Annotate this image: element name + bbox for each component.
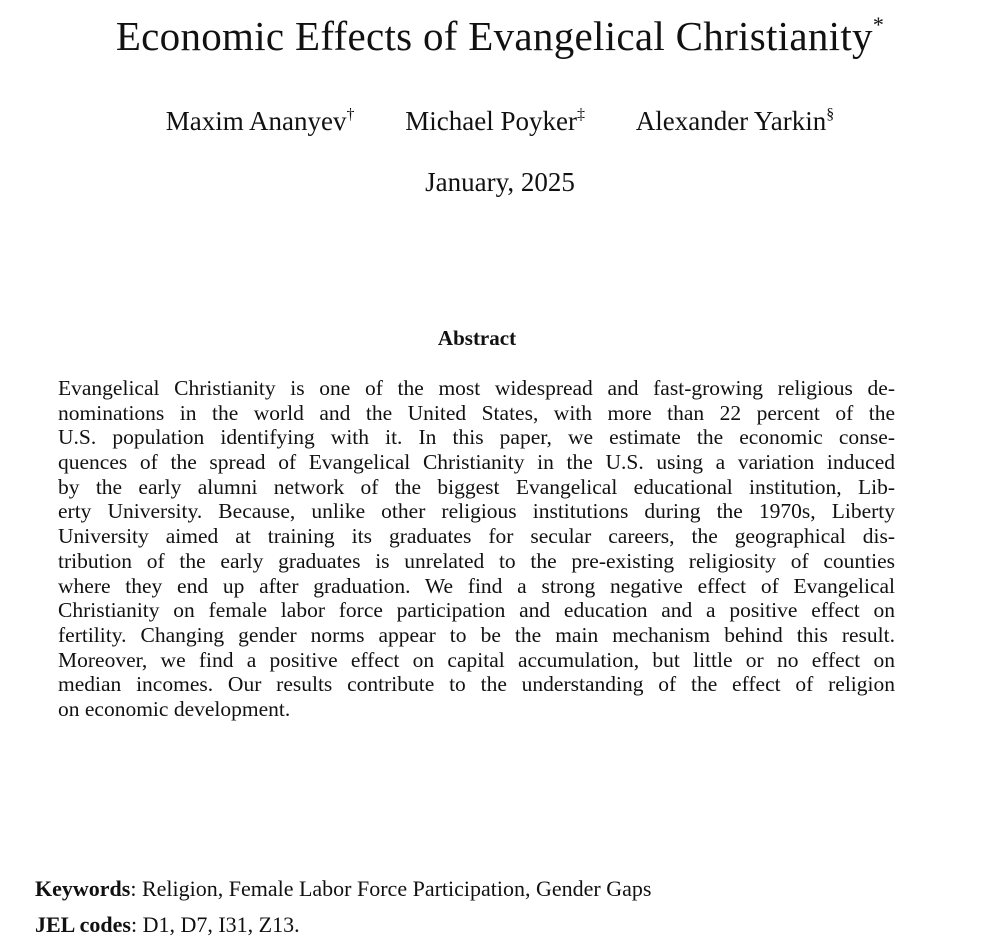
abstract-line: fertility. Changing gender norms appear to be the main mechanism behind this result. (58, 622, 895, 647)
author-footnote-mark: ‡ (576, 106, 585, 123)
abstract-heading: Abstract (437, 326, 517, 350)
keywords-value: : Religion, Female Labor Force Participation, Gender Gaps (130, 876, 652, 901)
author (405, 106, 585, 137)
jel-codes (35, 912, 300, 938)
author (636, 106, 834, 137)
keywords-label: Keywords (35, 876, 131, 901)
author-footnote-mark: † (346, 106, 355, 123)
abstract-line: U.S. population identifying with it. In this paper, we estimate the economic conse- (58, 425, 895, 450)
abstract-line: Evangelical Christianity is one of the most widespread and fast-growing religious de- (58, 376, 895, 400)
abstract-line: median incomes. Our results contribute to the understanding of the effect of religion (58, 672, 895, 697)
author-name: Alexander Yarkin (635, 106, 827, 136)
author-name: Maxim Ananyev (165, 106, 347, 136)
abstract-line: tribution of the early graduates is unrelated to the pre-existing religiosity of counties (58, 548, 895, 573)
abstract-line: where they end up after graduation. We find a strong negative effect of Evangelical (58, 573, 895, 598)
publication-date: January, 2025 (425, 167, 575, 197)
author-list (0, 106, 1000, 137)
abstract-body (58, 376, 895, 722)
abstract-line: erty University. Because, unlike other religious institutions during the 1970s, Liberty (58, 499, 895, 524)
title-footnote-mark: * (872, 12, 885, 37)
author-footnote-mark: § (826, 106, 835, 123)
abstract-line: University aimed at training its graduates for secular careers, the geographical dis- (58, 524, 895, 549)
abstract-line: on economic development. (58, 696, 291, 721)
abstract-line: by the early alumni network of the biggest Evangelical educational institution, Lib- (58, 474, 895, 499)
abstract-line: nominations in the world and the United States, with more than 22 percent of the (58, 400, 895, 425)
title-text: Economic Effects of Evangelical Christianity (115, 13, 873, 59)
author (166, 106, 355, 137)
abstract-line: Christianity on female labor force participation and education and a positive effect on (58, 598, 895, 623)
abstract-line: Moreover, we find a positive effect on capital accumulation, but little or no effect on (58, 647, 895, 672)
keywords (35, 876, 651, 902)
author-name: Michael Poyker (405, 106, 577, 136)
jel-label: JEL codes (35, 912, 131, 937)
abstract-line: quences of the spread of Evangelical Christianity in the U.S. using a variation induced (58, 450, 895, 475)
jel-value: : D1, D7, I31, Z13. (130, 912, 300, 937)
paper-title (0, 12, 1000, 60)
